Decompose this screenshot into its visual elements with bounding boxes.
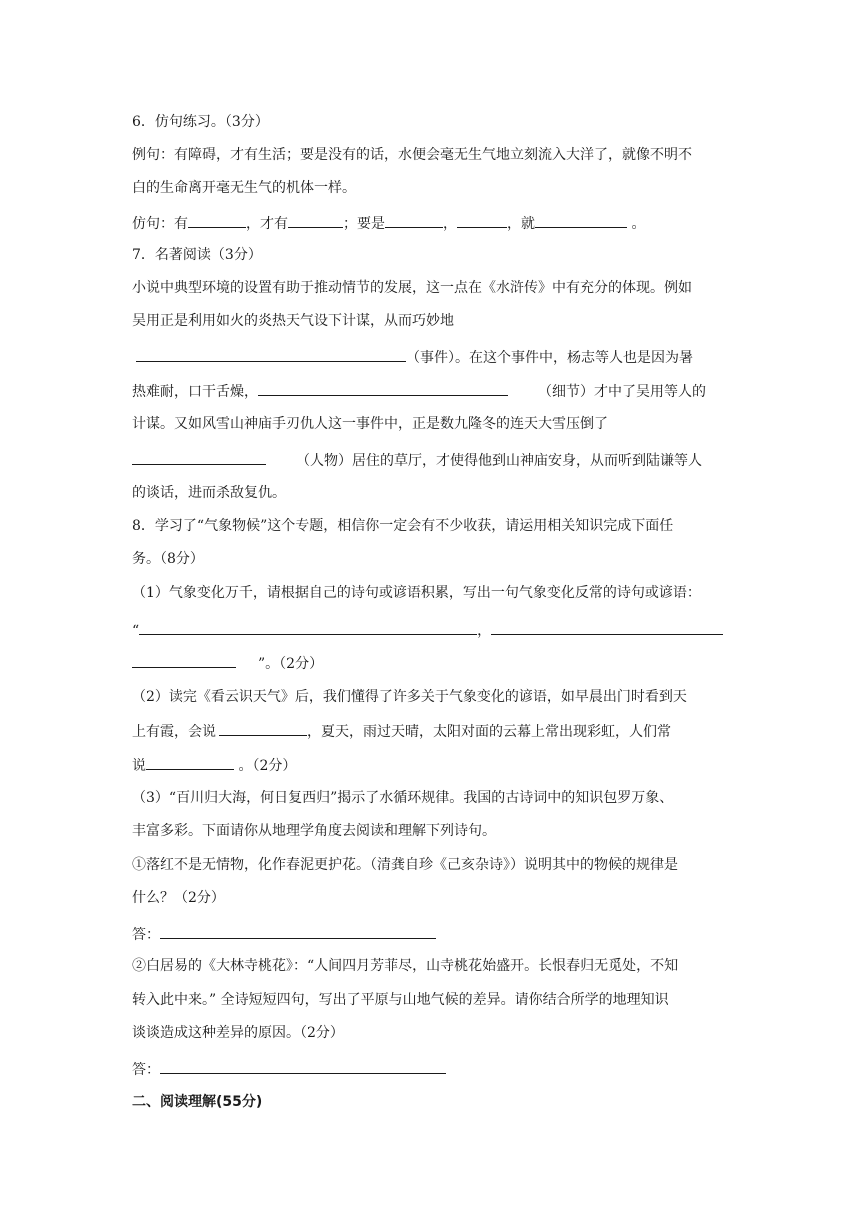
q6-example-line2: 白的生命离开毫无生气的机体一样。 bbox=[132, 180, 356, 196]
q6-blank-1[interactable] bbox=[188, 212, 246, 228]
q6-blank-5[interactable] bbox=[535, 212, 627, 228]
q8-part1-end: ”。（2分） bbox=[258, 656, 324, 672]
q8-blank-saying-2[interactable] bbox=[146, 754, 234, 770]
q7-line5: 计谋。又如风雪山神庙手刃仇人这一事件中，正是数九隆冬的连天大雪压倒了 bbox=[132, 416, 608, 432]
q6-text-d: ，就 bbox=[507, 216, 535, 232]
q8-blank-proverb-1[interactable] bbox=[139, 619, 477, 635]
q7-line3-text: （事件）。在这个事件中，杨志等人也是因为暑 bbox=[406, 350, 693, 366]
q8-comma: ， bbox=[477, 623, 492, 639]
q8-answer1-blank[interactable] bbox=[160, 923, 436, 939]
q8-blank-proverb-2[interactable] bbox=[491, 619, 723, 635]
q6-title: 6．仿句练习。（3分） bbox=[132, 114, 269, 130]
q6-blank-4[interactable] bbox=[457, 212, 507, 228]
q8-poem2-line2: 转入此中来。” 全诗短短四句，写出了平原与山地气候的差异。请你结合所学的地理知识 bbox=[132, 992, 669, 1008]
q7-line4-start: 热难耐，口干舌燥， bbox=[132, 384, 258, 400]
q8-blank-saying-1[interactable] bbox=[219, 720, 307, 736]
q7-line2: 吴用正是利用如火的炎热天气设下计谋，从而巧妙地 bbox=[132, 313, 454, 329]
q7-line6-text: （人物）居住的草厅，才使得他到山神庙安身，从而听到陆谦等人 bbox=[296, 453, 702, 469]
q7-line3 bbox=[132, 346, 732, 368]
q8-part2-line3 bbox=[132, 754, 732, 776]
q7-line7: 的谈话，进而杀敌复仇。 bbox=[132, 485, 286, 501]
q6-text-b: ；要是 bbox=[343, 216, 385, 232]
q8-poem1-line1: ①落红不是无情物，化作春泥更护花。（清龚自珍《己亥杂诗》）说明其中的物候的规律是 bbox=[132, 857, 678, 873]
q8-part2-text-b: ，夏天，雨过天晴，太阳对面的云幕上常出现彩虹，人们常 bbox=[307, 724, 671, 740]
section2-heading: 二、阅读理解(55分) bbox=[132, 1094, 263, 1110]
q8-answer2-blank[interactable] bbox=[160, 1058, 446, 1074]
q8-part1-line3 bbox=[132, 652, 732, 674]
q6-blank-2[interactable] bbox=[288, 212, 343, 228]
q6-example-line1: 例句：有障碍，才有生活；要是没有的话，水便会毫无生气地立刻流入大洋了，就像不明不 bbox=[132, 147, 692, 163]
q8-title-line1: 8．学习了“气象物候”这个专题，相信你一定会有不少收获，请运用相关知识完成下面任 bbox=[132, 518, 674, 534]
q8-part3-line1: （3）“百川归大海，何日复西归”揭示了水循环规律。我国的古诗词中的知识包罗万象、 bbox=[132, 790, 674, 806]
q8-part2-line2 bbox=[132, 720, 732, 742]
q6-text-c: ， bbox=[443, 216, 457, 232]
q7-blank-detail[interactable] bbox=[258, 380, 508, 396]
q7-line6 bbox=[132, 449, 732, 471]
q7-blank-event[interactable] bbox=[136, 346, 406, 362]
q8-part2-line1: （2）读完《看云识天气》后，我们懂得了许多关于气象变化的谚语，如早晨出门时看到天 bbox=[132, 689, 687, 705]
q8-blank-proverb-3[interactable] bbox=[132, 652, 236, 668]
q6-imitation-line bbox=[132, 212, 732, 234]
q8-part3-line2: 丰富多彩。下面请你从地理学角度去阅读和理解下列诗句。 bbox=[132, 823, 496, 839]
q6-prefix: 仿句：有 bbox=[132, 216, 188, 232]
q8-answer1-line bbox=[132, 923, 732, 945]
q8-part1-line1: （1）气象变化万千，请根据自己的诗句或谚语积累，写出一句气象变化反常的诗句或谚语： bbox=[132, 585, 701, 601]
q6-text-end: 。 bbox=[631, 216, 646, 232]
q8-open-quote: “ bbox=[132, 623, 140, 639]
q7-line1: 小说中典型环境的设置有助于推动情节的发展，这一点在《水浒传》中有充分的体现。例如 bbox=[132, 280, 692, 296]
q7-line4-end: （细节）才中了吴用等人的 bbox=[538, 384, 706, 400]
q8-answer2-label: 答： bbox=[132, 1062, 160, 1078]
q8-part2-text-c: 说 bbox=[132, 758, 146, 774]
q8-part2-text-d: 。（2分） bbox=[238, 758, 297, 774]
q8-answer1-label: 答： bbox=[132, 927, 160, 943]
q8-answer2-line bbox=[132, 1058, 732, 1080]
q7-blank-person[interactable] bbox=[132, 449, 266, 465]
q8-title-line2: 务。（8分） bbox=[132, 551, 204, 567]
q8-part2-text-a: 上有霞，会说 bbox=[132, 724, 216, 740]
q6-text-a: ，才有 bbox=[246, 216, 288, 232]
q7-line4 bbox=[132, 380, 732, 402]
q6-blank-3[interactable] bbox=[385, 212, 443, 228]
q8-poem1-line2: 什么？（2分） bbox=[132, 890, 225, 906]
q7-title: 7．名著阅读（3分） bbox=[132, 247, 262, 263]
q8-poem2-line3: 谈谈造成这种差异的原因。（2分） bbox=[132, 1025, 344, 1041]
q8-poem2-line1: ②白居易的《大林寺桃花》：“人间四月芳菲尽，山寺桃花始盛开。长恨春归无觅处，不知 bbox=[132, 958, 679, 974]
q8-part1-line2 bbox=[132, 619, 732, 641]
